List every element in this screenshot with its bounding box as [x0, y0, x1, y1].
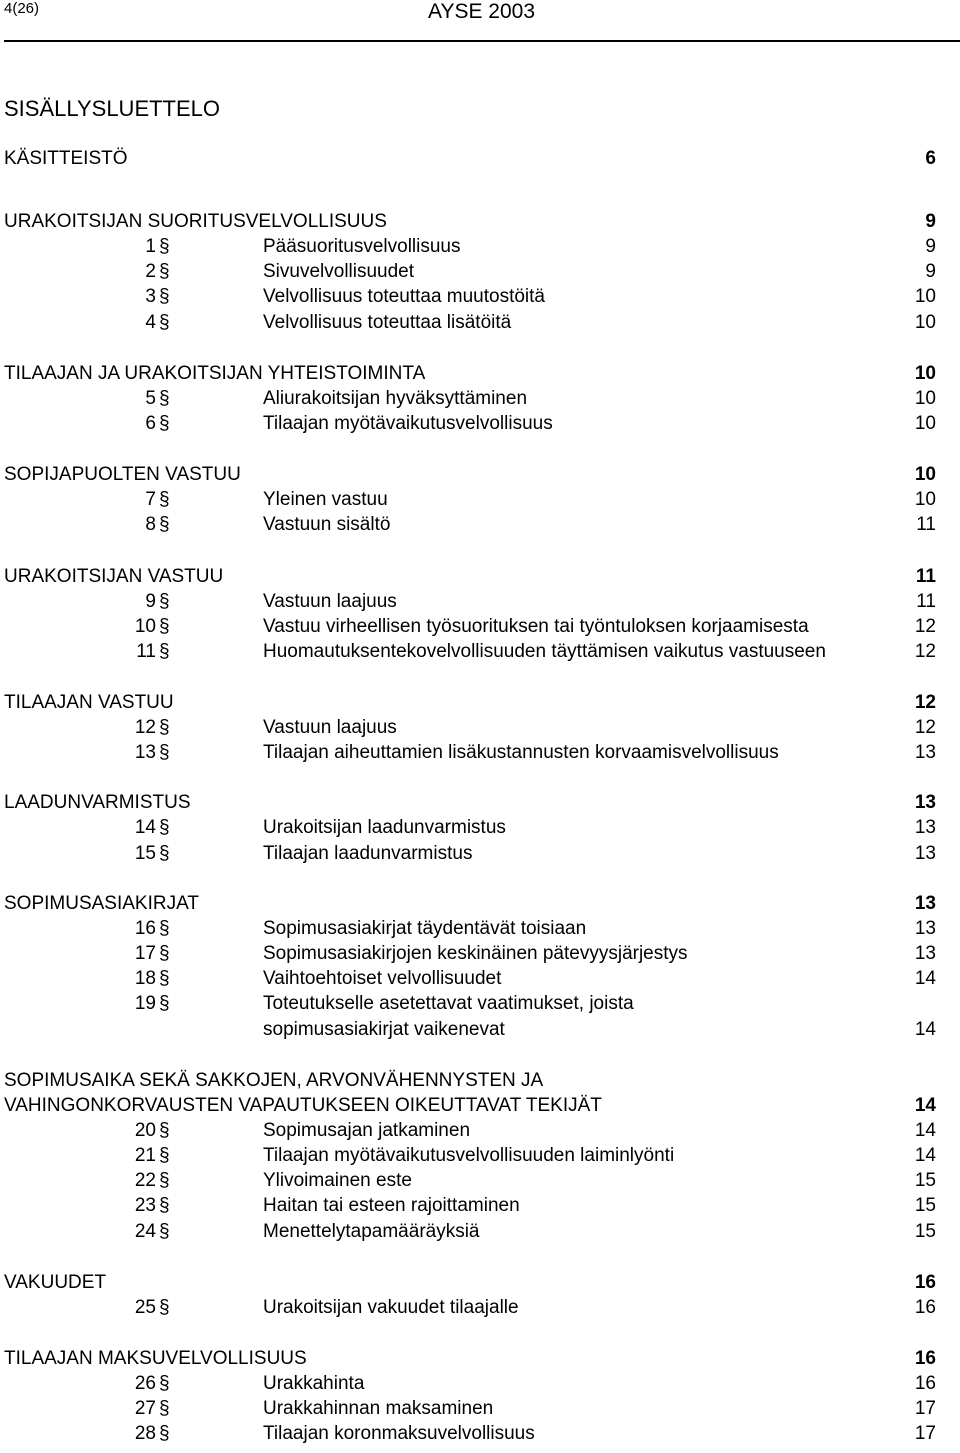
section-title: URAKOITSIJAN VASTUU: [4, 565, 224, 587]
section-sign-icon: §: [159, 917, 170, 939]
section-sign-icon: §: [159, 236, 170, 257]
toc-entry[interactable]: [0, 1145, 960, 1170]
entry-title: Sopimusajan jatkaminen: [263, 1119, 471, 1141]
table-of-contents: [0, 148, 960, 1448]
entry-title: Tilaajan aiheuttamien lisäkustannusten korvaamisvelvollisuus: [263, 742, 779, 764]
toc-entry[interactable]: [0, 943, 960, 968]
page-header: [0, 0, 960, 44]
entry-title: Yleinen vastuu: [263, 489, 388, 511]
toc-heading: SISÄLLYSLUETTELO: [4, 96, 221, 121]
entry-title: Sopimusasiakirjojen keskinäinen pätevyysjärjestys: [263, 943, 688, 964]
section-sign-icon: §: [159, 261, 170, 283]
section-title: SOPIMUSASIAKIRJAT: [4, 892, 199, 914]
section-page-number: 13: [914, 792, 936, 814]
entry-page-number: 10: [914, 311, 936, 333]
toc-entry[interactable]: [0, 1195, 960, 1220]
entry-page-number: 15: [914, 1220, 936, 1242]
section-heading[interactable]: [0, 566, 960, 591]
section-page-number: 13: [914, 892, 936, 914]
section-sign-icon: §: [159, 1423, 170, 1445]
section-sign-icon: §: [159, 1119, 170, 1141]
toc-entry[interactable]: [0, 286, 960, 311]
toc-section: [0, 464, 960, 539]
entry-number: 25: [134, 1296, 156, 1318]
entry-title: Sopimusasiakirjat täydentävät toisiaan: [263, 917, 587, 939]
section-sign-icon: §: [159, 1195, 170, 1217]
toc-entry[interactable]: [0, 236, 960, 261]
toc-entry[interactable]: [0, 1373, 960, 1398]
entry-title: Menettelytapamääräyksiä: [263, 1220, 480, 1242]
section-title: VAKUUDET: [4, 1271, 107, 1293]
toc-entry[interactable]: [0, 742, 960, 767]
entry-title: Vaihtoehtoiset velvollisuudet: [263, 968, 502, 990]
entry-number: 18: [134, 968, 156, 990]
section-page-number: 6: [925, 148, 936, 169]
entry-number: 21: [134, 1144, 156, 1166]
toc-section: [0, 148, 960, 173]
section-sign-icon: §: [159, 1144, 170, 1166]
entry-page-number: 12: [914, 615, 936, 637]
entry-page-number: 9: [925, 236, 936, 257]
entry-page-number: 17: [914, 1398, 936, 1420]
section-heading[interactable]: [0, 211, 960, 236]
entry-number: 7: [145, 489, 156, 511]
entry-title: Sivuvelvollisuudet: [263, 261, 415, 283]
entry-number: 6: [145, 412, 156, 434]
toc-entry[interactable]: [0, 641, 960, 666]
section-sign-icon: §: [159, 640, 170, 662]
document-title: AYSE 2003: [428, 0, 536, 23]
section-title: SOPIMUSAIKA SEKÄ SAKKOJEN, ARVONVÄHENNYSTEN JA: [4, 1069, 544, 1091]
entry-title: Tilaajan myötävaikutusvelvollisuuden laiminlyönti: [263, 1144, 675, 1166]
toc-section: [0, 566, 960, 667]
toc-entry[interactable]: [0, 817, 960, 842]
section-heading[interactable]: [0, 1272, 960, 1297]
toc-entry[interactable]: [0, 413, 960, 438]
section-title: KÄSITTEISTÖ: [4, 148, 128, 169]
toc-entry[interactable]: [0, 993, 960, 1043]
entry-number: 16: [134, 917, 156, 939]
section-heading[interactable]: [0, 1070, 960, 1095]
section-sign-icon: §: [159, 590, 170, 612]
section-sign-icon: §: [159, 817, 170, 839]
entry-page-number: 13: [914, 842, 936, 864]
section-heading[interactable]: [0, 1095, 960, 1120]
section-sign-icon: §: [159, 717, 170, 739]
toc-entry[interactable]: [0, 1221, 960, 1246]
entry-page-number: 10: [914, 387, 936, 409]
section-title: URAKOITSIJAN SUORITUSVELVOLLISUUS: [4, 211, 387, 232]
section-title: TILAAJAN MAKSUVELVOLLISUUS: [4, 1347, 307, 1369]
entry-page-number: 14: [914, 1018, 936, 1040]
toc-entry[interactable]: [0, 1120, 960, 1145]
entry-number: 17: [134, 943, 156, 964]
entry-number: 2: [145, 261, 156, 283]
entry-title: Vastuun sisältö: [263, 514, 391, 536]
page-number: 4(26): [4, 0, 40, 17]
section-sign-icon: §: [159, 1296, 170, 1318]
section-page-number: 10: [914, 362, 936, 384]
toc-entry[interactable]: [0, 1170, 960, 1195]
toc-entry[interactable]: [0, 717, 960, 742]
entry-number: 4: [145, 311, 156, 333]
toc-entry[interactable]: [0, 968, 960, 993]
section-heading[interactable]: [0, 464, 960, 489]
entry-page-number: 12: [914, 717, 936, 739]
entry-number: 14: [134, 817, 156, 839]
section-sign-icon: §: [159, 311, 170, 333]
toc-section: [0, 792, 960, 867]
toc-entry[interactable]: [0, 312, 960, 337]
section-title: TILAAJAN JA URAKOITSIJAN YHTEISTOIMINTA: [4, 362, 426, 384]
entry-page-number: 12: [914, 640, 936, 662]
entry-page-number: 14: [914, 1119, 936, 1141]
entry-page-number: 16: [914, 1372, 936, 1394]
entry-title: Velvollisuus toteuttaa muutostöitä: [263, 286, 546, 308]
entry-title: Urakkahinnan maksaminen: [263, 1398, 494, 1420]
entry-title: Huomautuksentekovelvollisuuden täyttämisen vaikutus vastuuseen: [263, 640, 826, 662]
entry-title: Urakkahinta: [263, 1372, 365, 1394]
entry-page-number: 13: [914, 817, 936, 839]
entry-number: 10: [134, 615, 156, 637]
section-title: LAADUNVARMISTUS: [4, 792, 191, 814]
section-sign-icon: §: [159, 742, 170, 764]
section-sign-icon: §: [159, 387, 170, 409]
section-heading[interactable]: [0, 1348, 960, 1373]
toc-entry[interactable]: [0, 514, 960, 539]
section-heading[interactable]: [0, 363, 960, 388]
entry-page-number: 13: [914, 943, 936, 964]
toc-section: [0, 692, 960, 767]
section-heading[interactable]: [0, 792, 960, 817]
section-sign-icon: §: [159, 968, 170, 990]
entry-number: 20: [134, 1119, 156, 1141]
entry-page-number: 10: [914, 286, 936, 308]
entry-title: Urakoitsijan vakuudet tilaajalle: [263, 1296, 519, 1318]
toc-entry[interactable]: [0, 1398, 960, 1423]
section-sign-icon: §: [159, 993, 170, 1015]
section-title: SOPIJAPUOLTEN VASTUU: [4, 464, 241, 486]
entry-number: 23: [134, 1195, 156, 1217]
section-sign-icon: §: [159, 1170, 170, 1192]
entry-page-number: 9: [925, 261, 936, 283]
entry-number: 5: [145, 387, 156, 409]
entry-page-number: 10: [914, 412, 936, 434]
entry-number: 26: [134, 1372, 156, 1394]
section-sign-icon: §: [159, 1220, 170, 1242]
entry-number: 13: [134, 742, 156, 764]
toc-section: [0, 363, 960, 438]
entry-page-number: 11: [916, 514, 936, 536]
section-sign-icon: §: [159, 489, 170, 511]
section-heading[interactable]: [0, 692, 960, 717]
entry-title: Aliurakoitsijan hyväksyttäminen: [263, 387, 528, 409]
entry-number: 1: [145, 236, 156, 257]
toc-entry[interactable]: [0, 261, 960, 286]
toc-section: [0, 211, 960, 337]
entry-page-number: 15: [914, 1170, 936, 1192]
section-sign-icon: §: [159, 1372, 170, 1394]
section-sign-icon: §: [159, 943, 170, 964]
entry-page-number: 16: [914, 1296, 936, 1318]
entry-number: 24: [134, 1220, 156, 1242]
entry-page-number: 10: [914, 489, 936, 511]
section-heading[interactable]: [0, 893, 960, 918]
toc-section: [0, 1070, 960, 1246]
entry-page-number: 17: [914, 1423, 936, 1445]
toc-entry[interactable]: [0, 843, 960, 868]
entry-title: Pääsuoritusvelvollisuus: [263, 236, 461, 257]
entry-title: Tilaajan laadunvarmistus: [263, 842, 473, 864]
section-page-number: 16: [914, 1347, 936, 1369]
entry-title: Haitan tai esteen rajoittaminen: [263, 1195, 520, 1217]
entry-title: Urakoitsijan laadunvarmistus: [263, 817, 506, 839]
section-sign-icon: §: [159, 412, 170, 434]
entry-page-number: 14: [914, 968, 936, 990]
entry-number: 8: [145, 514, 156, 536]
entry-title: Toteutukselle asetettavat vaatimukset, joista: [263, 993, 634, 1015]
toc-entry[interactable]: [0, 388, 960, 413]
entry-title: Ylivoimainen este: [263, 1170, 412, 1192]
section-sign-icon: §: [159, 286, 170, 308]
toc-entry[interactable]: [0, 918, 960, 943]
toc-entry[interactable]: [0, 1423, 960, 1448]
entry-number: 15: [134, 842, 156, 864]
entry-page-number: 14: [914, 1144, 936, 1166]
entry-title: Vastuun laajuus: [263, 590, 397, 612]
toc-entry[interactable]: [0, 591, 960, 616]
toc-entry[interactable]: [0, 489, 960, 514]
section-page-number: 10: [914, 464, 936, 486]
section-sign-icon: §: [159, 1398, 170, 1420]
section-title: TILAAJAN VASTUU: [4, 692, 174, 714]
entry-number: 19: [134, 993, 156, 1015]
section-page-number: 16: [914, 1271, 936, 1293]
toc-entry[interactable]: [0, 1297, 960, 1322]
entry-page-number: 15: [914, 1195, 936, 1217]
toc-section: [0, 1348, 960, 1449]
entry-page-number: 11: [916, 590, 936, 612]
section-title: VAHINGONKORVAUSTEN VAPAUTUKSEEN OIKEUTTAVAT TEKIJÄT: [4, 1094, 602, 1116]
toc-section: [0, 1272, 960, 1322]
entry-title: Vastuu virheellisen työsuorituksen tai työntuloksen korjaamisesta: [263, 615, 809, 637]
section-sign-icon: §: [159, 615, 170, 637]
entry-number: 12: [134, 717, 156, 739]
entry-number: 11: [136, 640, 156, 662]
entry-title: Vastuun laajuus: [263, 717, 397, 739]
section-sign-icon: §: [159, 842, 170, 864]
entry-number: 3: [145, 286, 156, 308]
entry-page-number: 13: [914, 917, 936, 939]
section-heading[interactable]: [0, 148, 960, 173]
toc-section: [0, 893, 960, 1044]
header-divider: [4, 40, 960, 42]
section-page-number: 11: [915, 565, 936, 587]
section-page-number: 12: [914, 692, 936, 714]
entry-page-number: 13: [914, 742, 936, 764]
section-page-number: 9: [925, 211, 936, 232]
entry-number: 28: [134, 1423, 156, 1445]
entry-number: 27: [134, 1398, 156, 1420]
entry-number: 22: [134, 1170, 156, 1192]
entry-title: Tilaajan koronmaksuvelvollisuus: [263, 1423, 535, 1445]
entry-title: Tilaajan myötävaikutusvelvollisuus: [263, 412, 553, 434]
toc-entry[interactable]: [0, 616, 960, 641]
entry-number: 9: [145, 590, 156, 612]
section-sign-icon: §: [159, 514, 170, 536]
section-page-number: 14: [914, 1094, 936, 1116]
entry-title: Velvollisuus toteuttaa lisätöitä: [263, 311, 512, 333]
entry-title-continued: sopimusasiakirjat vaikenevat: [263, 1018, 505, 1040]
